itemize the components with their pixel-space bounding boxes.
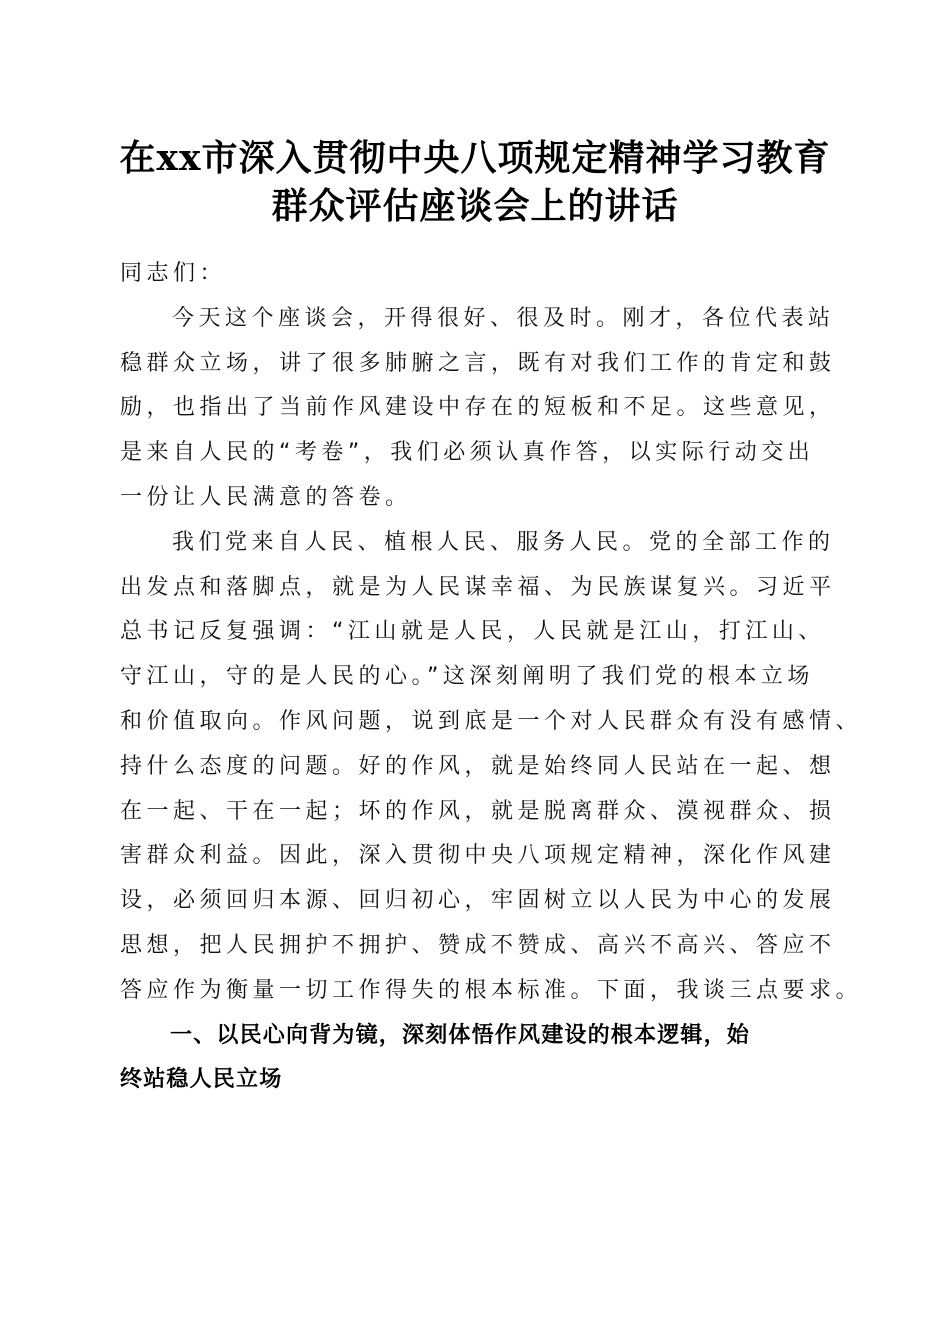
paragraph-1 (120, 297, 836, 521)
document-title (100, 134, 850, 230)
paragraph-line: 答应作为衡量一切工作得失的根本标准。下面，我谈三点要求。 (120, 977, 863, 1003)
paragraph-line: 害群众利益。因此，深入贯彻中央八项规定精神，深化作风建 (120, 843, 836, 869)
paragraph-line: 励，也指出了当前作风建设中存在的短板和不足。这些意见， (120, 395, 836, 421)
paragraph-line: 是来自人民的“考卷”，我们必须认真作答，以实际行动交出 (120, 440, 815, 466)
paragraph-line: 持什么态度的问题。好的作风，就是始终同人民站在一起、想 (120, 753, 836, 779)
paragraph-2 (120, 521, 863, 1014)
title-line-2: 群众评估座谈会上的讲话 (271, 185, 679, 227)
paragraph-line: 稳群众立场，讲了很多肺腑之言，既有对我们工作的肯定和鼓 (120, 350, 836, 376)
paragraph-line: 出发点和落脚点，就是为人民谋幸福、为民族谋复兴。习近平 (120, 574, 836, 600)
paragraph-line: 和价值取向。作风问题，说到底是一个对人民群众有没有感情、 (120, 708, 863, 734)
document-body (120, 252, 863, 1103)
paragraph-line: 总书记反复强调：“江山就是人民，人民就是江山，打江山、 (120, 619, 825, 645)
salutation: 同志们： (120, 261, 227, 286)
section-heading-1 (120, 1014, 828, 1104)
paragraph-line: 守江山，守的是人民的心。”这深刻阐明了我们党的根本立场 (120, 664, 814, 690)
paragraph-line: 在一起、干在一起；坏的作风，就是脱离群众、漠视群众、损 (120, 798, 836, 824)
paragraph-line: 我们党来自人民、植根人民、服务人民。党的全部工作的 (172, 529, 835, 555)
paragraph-line: 一份让人民满意的答卷。 (120, 484, 412, 510)
heading-line: 终站稳人民立场 (120, 1067, 283, 1093)
paragraph-line: 设，必须回归本源、回归初心，牢固树立以人民为中心的发展 (120, 888, 836, 914)
paragraph-line: 思想，把人民拥护不拥护、赞成不赞成、高兴不高兴、答应不 (120, 932, 836, 958)
heading-line: 一、以民心向背为镜，深刻体悟作风建设的根本逻辑，始 (170, 1022, 751, 1048)
paragraph-line: 今天这个座谈会，开得很好、很及时。刚才，各位代表站 (172, 305, 835, 331)
title-line-1: 在xx市深入贯彻中央八项规定精神学习教育 (119, 137, 831, 179)
